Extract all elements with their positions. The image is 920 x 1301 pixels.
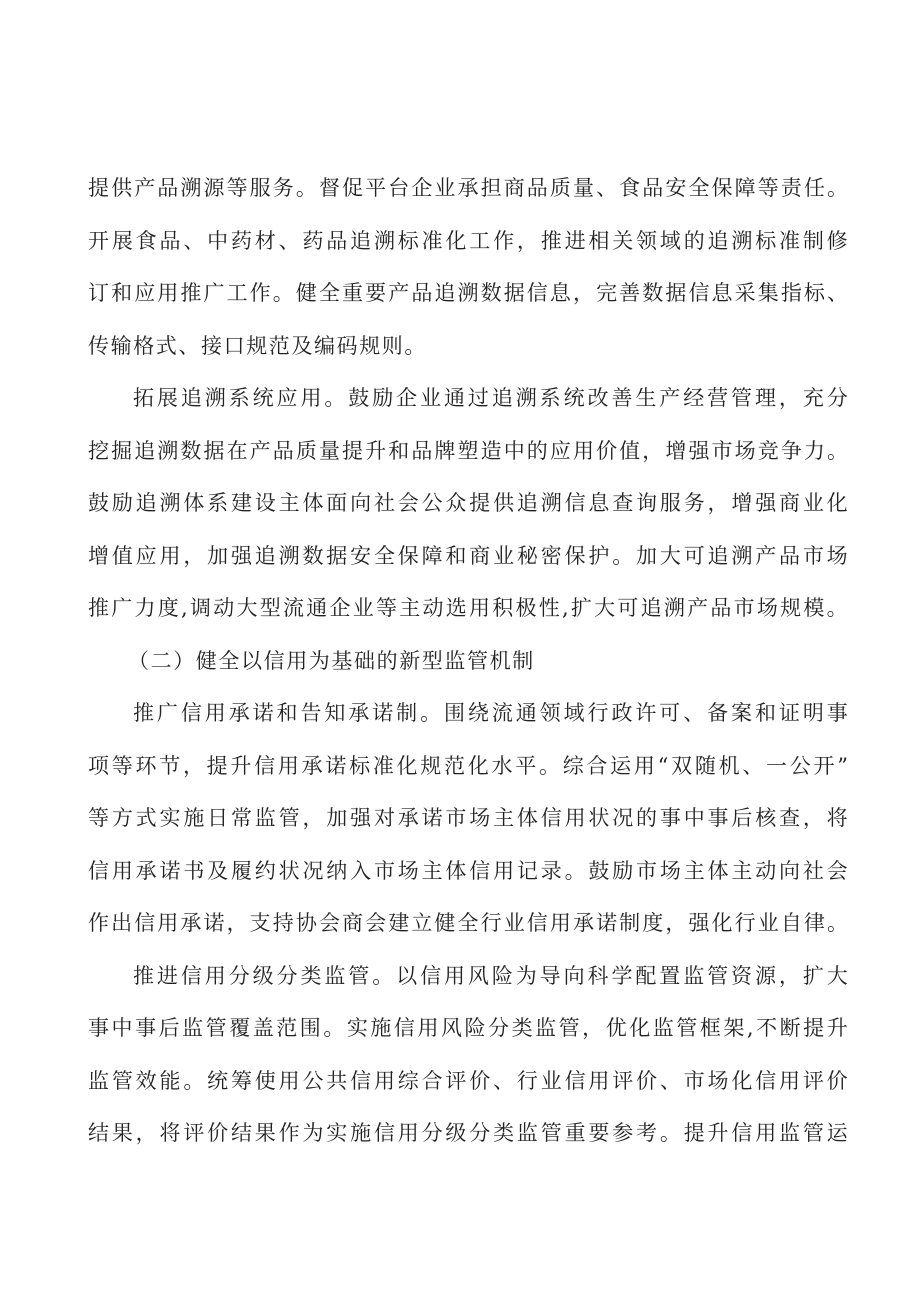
- paragraph-traceability-standards: [88, 168, 848, 378]
- text-line: 传输格式、接口规范及编码规则。: [88, 333, 427, 358]
- text-line: 作 出 信 用 承 诺 ， 支 持 协 会 商 会 建 立 健 全 行 业 信 用 承 诺 制 度 ， 强 化 行 业 自 律 。: [88, 911, 848, 935]
- text-line: 增 值 应 用 ， 加 强 追 溯 数 据 安 全 保 障 和 商 业 秘 密 保 护 。 加 大 可 追 溯 产 品 市 场: [88, 543, 848, 568]
- text-line: 挖 掘 追 溯 数 据 在 产 品 质 量 提 升 和 品 牌 塑 造 中 的 应 用 价 值 ， 增 强 市 场 竞 争 力 。: [88, 438, 848, 463]
- text-line: 订 和 应 用 推 广 工 作 。 健 全 重 要 产 品 追 溯 数 据 信 息 ， 完 善 数 据 信 息 采 集 指 标 、: [88, 281, 848, 305]
- text-line: 事 中 事 后 监 管 覆 盖 范 围 。 实 施 信 用 风 险 分 类 监 管 ， 优 化 监 管 框 架 , 不 断 提 升: [88, 1016, 848, 1040]
- text-line: 鼓 励 追 溯 体 系 建 设 主 体 面 向 社 会 公 众 提 供 追 溯 信 息 查 询 服 务 ， 增 强 商 业 化: [88, 491, 848, 515]
- text-line: 监 管 效 能 。 统 筹 使 用 公 共 信 用 综 合 评 价 、 行 业 信 用 评 价 、 市 场 化 信 用 评 价: [88, 1068, 848, 1093]
- paragraph-expand-traceability: [88, 378, 848, 641]
- paragraph-credit-classification: [88, 956, 848, 1166]
- text-line: 推 进 信 用 分 级 分 类 监 管 。 以 信 用 风 险 为 导 向 科 学 配 置 监 管 资 源 ， 扩 大: [133, 963, 848, 988]
- paragraph-credit-commitment: [88, 693, 848, 956]
- text-line: 开 展 食 品 、 中 药 材 、 药 品 追 溯 标 准 化 工 作 ， 推 进 相 关 领 域 的 追 溯 标 准 制 修: [88, 228, 848, 253]
- section-heading-text: （二）健全以信用为基础的新型监管机制: [128, 648, 535, 673]
- text-line: 项 等 环 节 ， 提 升 信 用 承 诺 标 准 化 规 范 化 水 平 。 综 合 运 用 “ 双 随 机 、 一 公 开 ”: [88, 753, 848, 778]
- text-line: 结 果 ， 将 评 价 结 果 作 为 实 施 信 用 分 级 分 类 监 管 重 要 参 考 。 提 升 信 用 监 管 运: [88, 1121, 848, 1145]
- text-line: 信 用 承 诺 书 及 履 约 状 况 纳 入 市 场 主 体 信 用 记 录 。 鼓 励 市 场 主 体 主 动 向 社 会: [88, 858, 848, 883]
- text-line: 拓 展 追 溯 系 统 应 用 。 鼓 励 企 业 通 过 追 溯 系 统 改 善 生 产 经 营 管 理 ， 充 分: [133, 386, 848, 410]
- document-body: [88, 168, 848, 1166]
- text-line: 推 广 信 用 承 诺 和 告 知 承 诺 制 。 围 绕 流 通 领 域 行 政 许 可 、 备 案 和 证 明 事: [133, 701, 848, 725]
- text-line: 推 广 力 度 , 调 动 大 型 流 通 企 业 等 主 动 选 用 积 极 性 , 扩 大 可 追 溯 产 品 市 场 规 模 。: [88, 596, 848, 620]
- text-line: 提 供 产 品 溯 源 等 服 务 。 督 促 平 台 企 业 承 担 商 品 质 量 、 食 品 安 全 保 障 等 责 任 。: [88, 176, 848, 200]
- section-heading: [88, 641, 848, 694]
- text-line: 等 方 式 实 施 日 常 监 管 ， 加 强 对 承 诺 市 场 主 体 信 用 状 况 的 事 中 事 后 核 查 ， 将: [88, 806, 848, 830]
